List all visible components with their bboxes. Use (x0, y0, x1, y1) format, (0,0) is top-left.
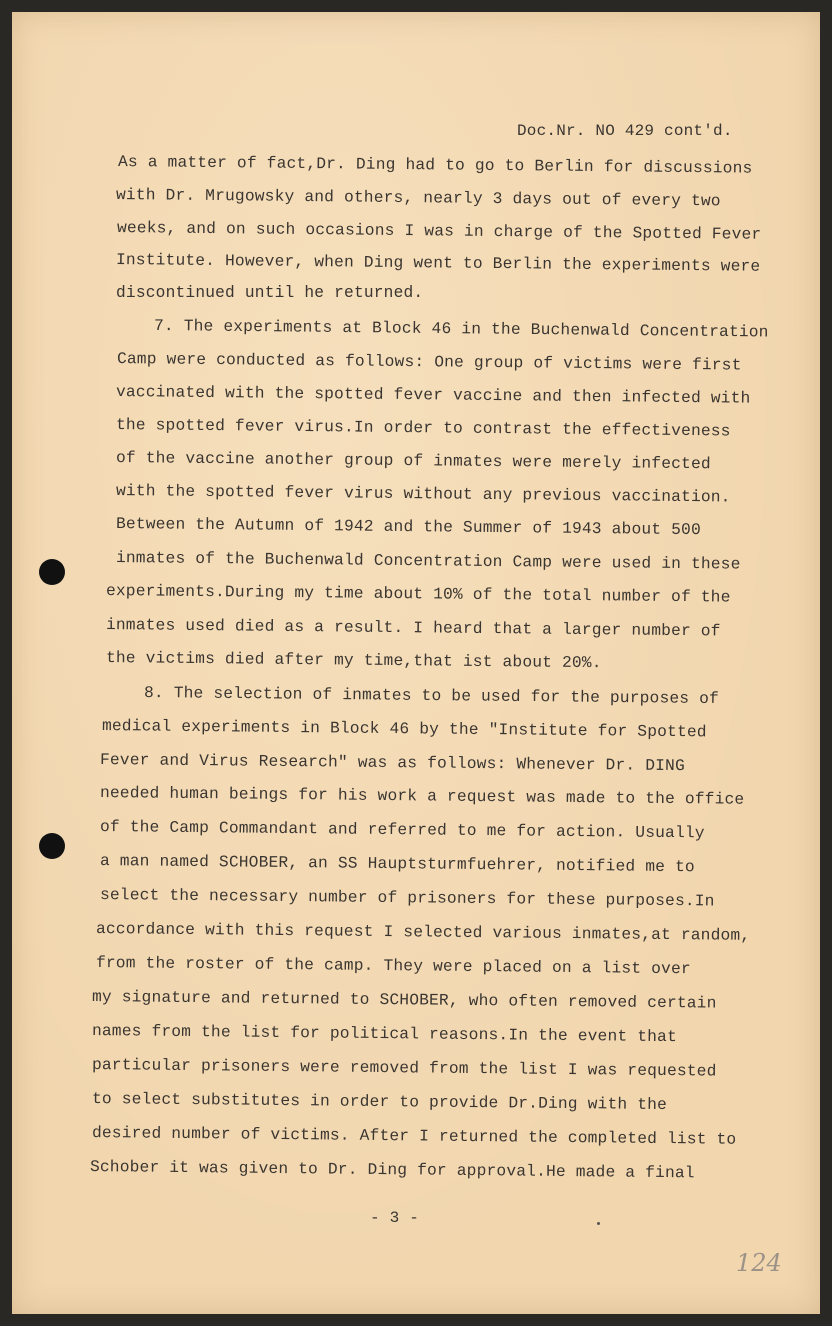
text-line: inmates of the Buchenwald Concentration Camp were used in these (115, 549, 741, 574)
document-reference: Doc.Nr. NO 429 cont'd. (517, 122, 733, 140)
punch-hole (39, 833, 65, 859)
page-number: - 3 - (370, 1209, 420, 1227)
text-line: to select substitutes in order to provide Dr.Ding with the (91, 1090, 668, 1115)
document-page (12, 12, 820, 1314)
text-line: names from the list for political reasons.In the event that (91, 1022, 677, 1047)
text-line: As a matter of fact,Dr. Ding had to go to Berlin for discussions (117, 153, 753, 178)
text-line: experiments.During my time about 10% of the total number of the (105, 582, 731, 607)
ink-speck (597, 1222, 600, 1225)
folio-number: 124 (736, 1249, 782, 1277)
text-line: from the roster of the camp. They were placed on a list over (95, 954, 691, 979)
text-line: medical experiments in Block 46 by the "Institute for Spotted (101, 717, 707, 742)
text-line: inmates used died as a result. I heard that a larger number of (105, 616, 721, 641)
text-line: 7. The experiments at Block 46 in the Buchenwald Concentration (153, 317, 769, 342)
text-line: of the Camp Commandant and referred to me for action. Usually (99, 818, 705, 843)
text-line: my signature and returned to SCHOBER, who often removed certain (91, 988, 717, 1013)
text-line: particular prisoners were removed from the list I was requested (91, 1056, 717, 1081)
text-line: Camp were conducted as follows: One group of victims were first (116, 350, 742, 375)
text-line: Fever and Virus Research" was as follows: Whenever Dr. DING (99, 751, 685, 776)
text-line: select the necessary number of prisoners for these purposes.In (99, 886, 715, 911)
text-line: with the spotted fever virus without any previous vaccination. (115, 482, 731, 507)
text-line: Between the Autumn of 1942 and the Summer of 1943 about 500 (115, 515, 701, 540)
text-line: Institute. However, when Ding went to Berlin the experiments were (115, 251, 761, 276)
text-line: the spotted fever virus.In order to contrast the effectiveness (115, 416, 731, 441)
text-line: a man named SCHOBER, an SS Hauptsturmfuehrer, notified me to (99, 852, 695, 877)
text-line: of the vaccine another group of inmates were merely infected (115, 449, 711, 474)
text-line: needed human beings for his work a request was made to the office (99, 784, 745, 809)
text-line: desired number of victims. After I returned the completed list to (91, 1124, 737, 1149)
text-line: accordance with this request I selected various inmates,at random, (95, 920, 751, 945)
text-line: the victims died after my time,that ist about 20%. (105, 649, 602, 673)
text-line: 8. The selection of inmates to be used for the purposes of (143, 684, 720, 709)
punch-hole (39, 559, 65, 585)
text-line: discontinued until he returned. (116, 284, 424, 302)
text-line: vaccinated with the spotted fever vaccine and then infected with (115, 383, 751, 408)
text-line: Schober it was given to Dr. Ding for approval.He made a final (89, 1158, 695, 1183)
text-line: weeks, and on such occasions I was in charge of the Spotted Fever (116, 219, 762, 244)
text-line: with Dr. Mrugowsky and others, nearly 3 days out of every two (115, 186, 721, 211)
